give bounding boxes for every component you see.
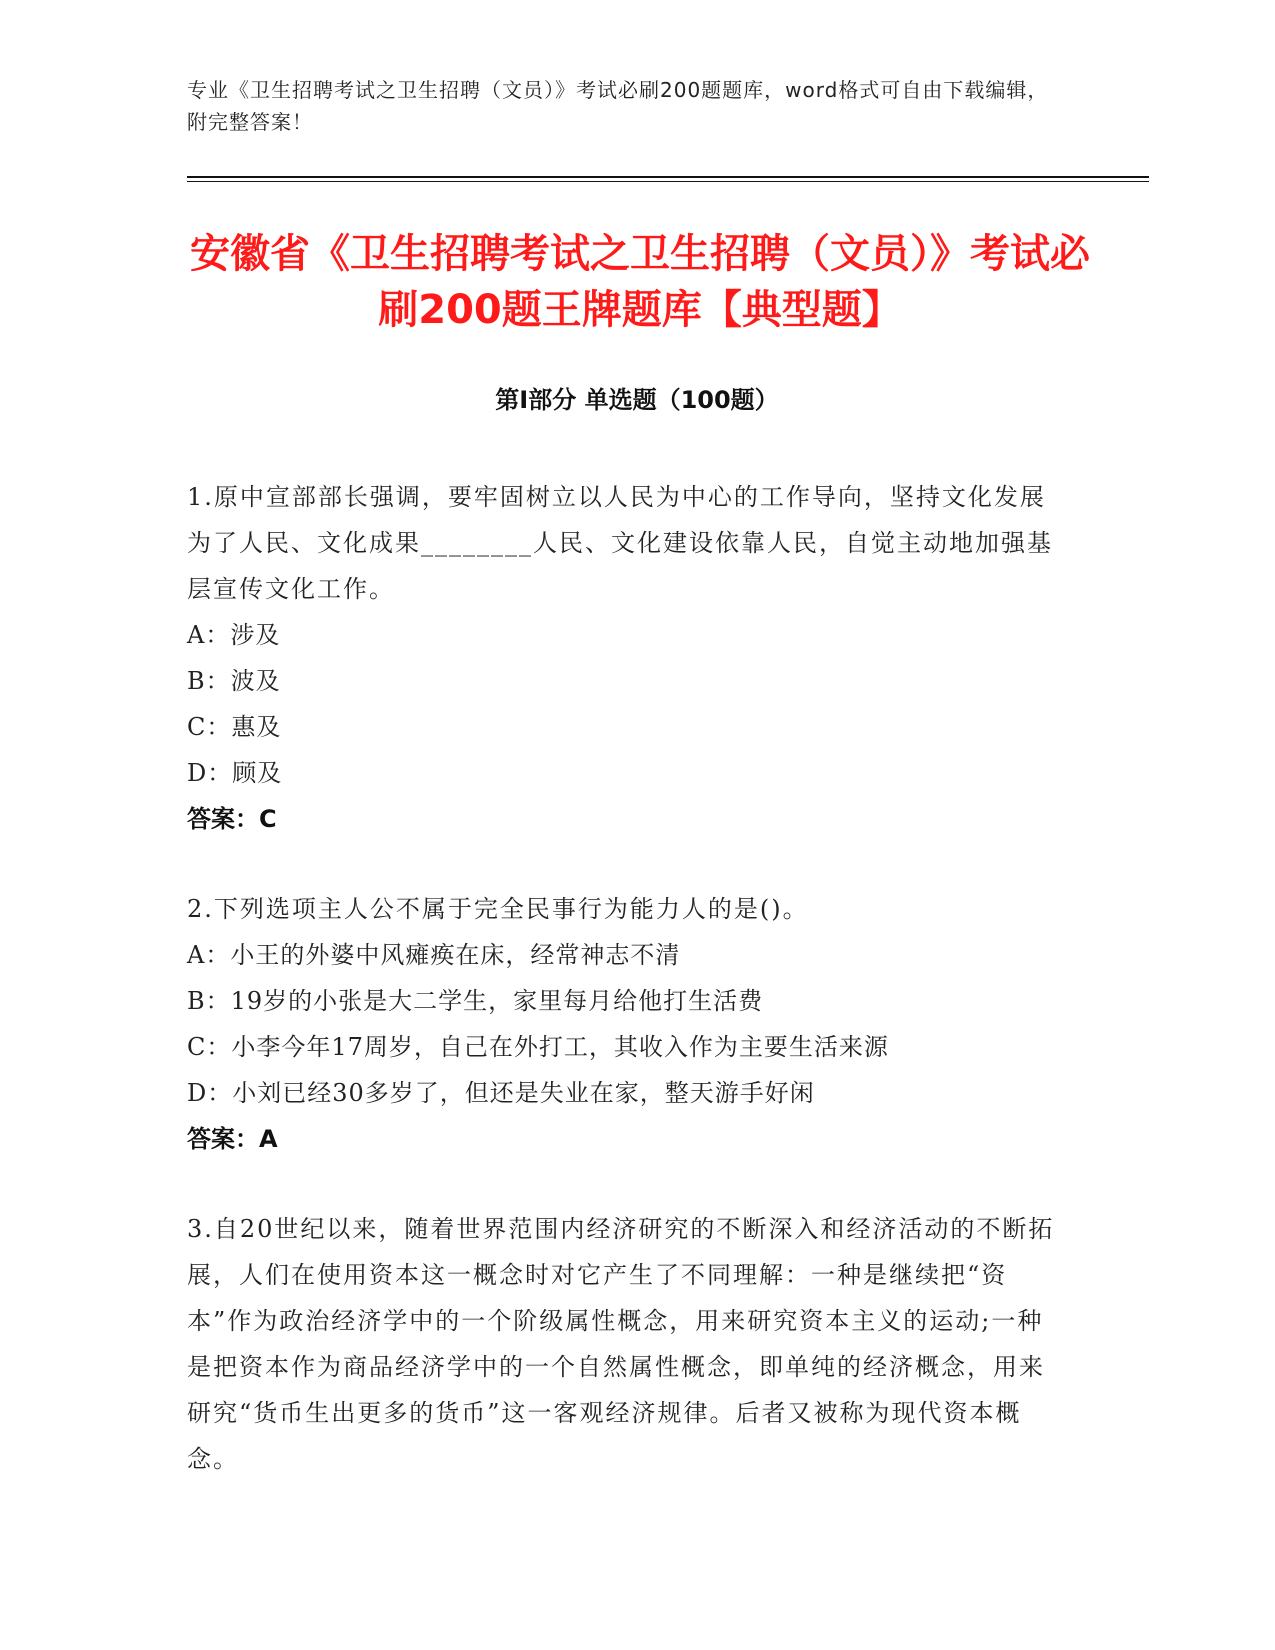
option-a: A：小王的外婆中风瘫痪在床，经常神志不清 [187,941,681,969]
question-stem: 1.原中宣部部长强调，要牢固树立以人民为中心的工作导向，坚持文化发展为了人民、文化成果________人民、文化建设依靠人民，自觉主动地加强基层宣传文化工作。 [187,483,1053,603]
header-divider-thin [187,181,1149,182]
question-3 [187,1206,1067,1482]
answer: 答案：A [187,1125,278,1153]
option-c: C：惠及 [187,713,282,741]
header-note: 专业《卫生招聘考试之卫生招聘（文员）》考试必刷200题题库，word格式可自由下载编辑，附完整答案！ [187,78,1049,134]
option-d: D：小刘已经30多岁了，但还是失业在家，整天游手好闲 [187,1079,815,1107]
option-b: B：19岁的小张是大二学生，家里每月给他打生活费 [187,987,764,1015]
answer: 答案：C [187,805,277,833]
option-d: D：顾及 [187,759,283,787]
option-c: C：小李今年17周岁，自己在外打工，其收入作为主要生活来源 [187,1033,889,1061]
question-1 [187,474,1067,842]
question-list [187,474,1067,1526]
question-stem: 3.自20世纪以来，随着世界范围内经济研究的不断深入和经济活动的不断拓展，人们在使用资本这一概念时对它产生了不同理解：一种是继续把“资本”作为政治经济学中的一个阶级属性概念，用来研究资本主义的运动;一种是把资本作为商品经济学中的一个自然属性概念，即单纯的经济概念，用来研究“货币生出更多的货币”这一客观经济规律。后者又被称为现代资本概念。 [187,1215,1055,1473]
section-heading: 第I部分 单选题（100题） [495,386,779,414]
question-stem: 2.下列选项主人公不属于完全民事行为能力人的是()。 [187,895,809,923]
document-title: 安徽省《卫生招聘考试之卫生招聘（文员）》考试必刷200题王牌题库【典型题】 [190,231,1090,333]
header-divider-thick [187,176,1149,178]
question-2 [187,886,1067,1162]
option-a: A：涉及 [187,621,281,649]
option-b: B：波及 [187,667,281,695]
